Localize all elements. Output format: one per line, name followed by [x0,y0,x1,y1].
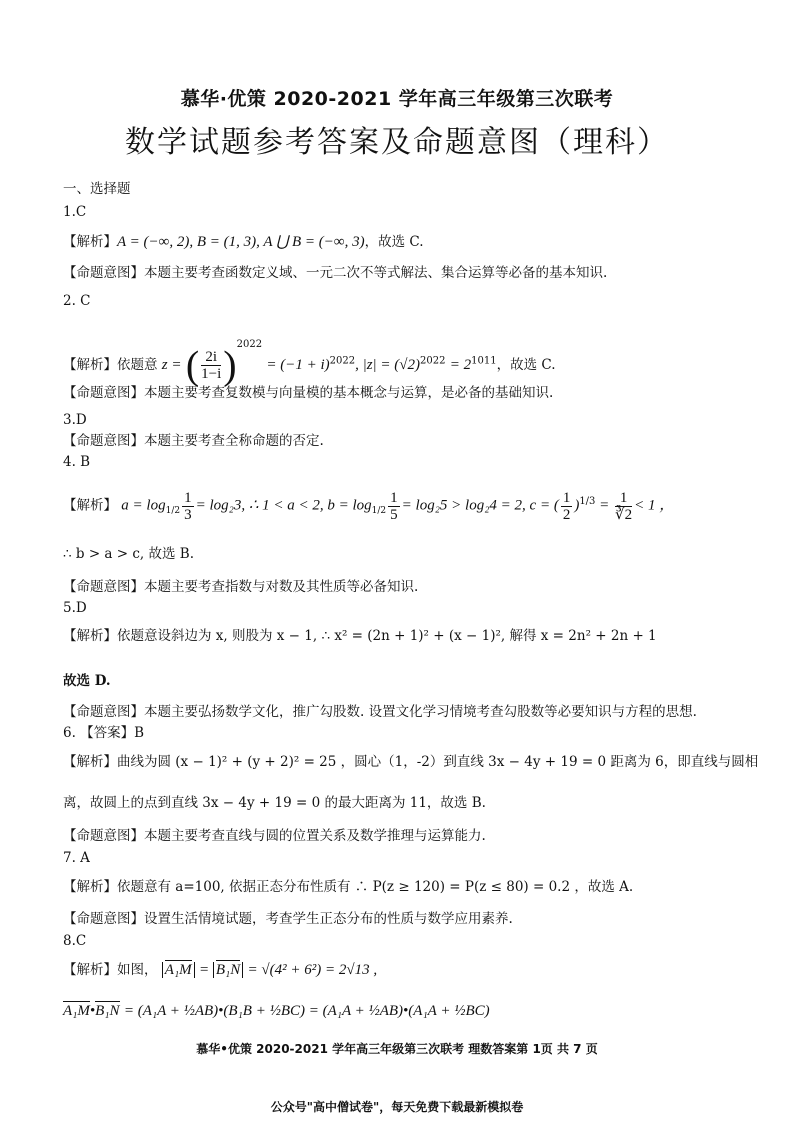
q2-modulus-exponent: 2022 [420,355,446,367]
q5-intent: 【命题意图】本题主要弘扬数学文化，推广勾股数. 设置文化学习情境考查勾股数等必要知识与方程的思想. [63,704,697,720]
q4-frac1-den: 3 [184,506,192,523]
q4-frac3-den: 2 [562,506,571,523]
q1-intent: 【命题意图】本题主要考查函数定义域、一元二次不等式解法、集合运算等必备的基本知识. [63,265,608,281]
q6-number: 6. 【答案】B [63,725,145,741]
q2-exponent: 2022 [236,339,263,350]
q3-intent: 【命题意图】本题主要考查全称命题的否定. [63,433,324,449]
q5-analysis: 【解析】依题意设斜边为 x, 则股为 x − 1, ∴ x² = (2n + 1)² + (x − 1)², 解得 x = 2n² + 2n + 1 [63,628,657,644]
document-title: 数学试题参考答案及命题意图（理科） [125,125,669,160]
q1-analysis-prefix: 【解析】 [63,234,117,250]
q4-mid1: = log₂3, ∴ 1 < a < 2, b = log [195,497,372,514]
q8-analysis-prefix: 【解析】如图， [63,962,158,978]
q6-analysis-line2: 离，故圆上的点到直线 3x − 4y + 19 = 0 的最大距离为 11，故选 B. [63,795,486,811]
q3-number: 3.D [63,412,87,428]
q7-analysis: 【解析】依题意有 a=100, 依据正态分布性质有 ∴ P(z ≥ 120) = P(z ≤ 80) = 0.2 ，故选 A. [63,879,634,895]
q1-analysis-math: A = (−∞, 2), B = (1, 3), A ⋃ B = (−∞, 3) [117,234,365,250]
q8-line2-dot: • [89,1003,96,1019]
q1-analysis [63,233,753,251]
q4-mid2: = log₂5 > log₂4 = 2, c = ( [401,497,559,514]
q7-intent: 【命题意图】设置生活情境试题，考查学生正态分布的性质与数学应用素养. [63,911,513,927]
q2-equals: = 2 [449,357,472,373]
q8-analysis: 【解析】如图， A₁M = B₁N = √(4² + 6²) = 2√13 , [63,962,378,978]
q4-intent: 【命题意图】本题主要考查指数与对数及其性质等必备知识. [63,579,419,595]
q8-dot-product [63,1002,753,1020]
exam-title: 慕华·优策 2020-2021 学年高三年级第三次联考 [180,88,614,110]
section-heading: 一、选择题 [63,181,131,197]
q8-equation1: = √(4² + 6²) = 2√13 , [247,962,378,978]
q8-vector-b1n: B₁N [215,962,241,978]
q4-frac2-num: 1 [390,489,398,506]
q2-analysis: 【解析】依题意 z = ( $\frac{2i}{1-i}$ )$^{2022} = (-1 + i)^{2022}$, $|z| = (√2)^{2022} = 2^{1011}$，故选 C. [63,339,556,388]
q4-frac3-num: 1 [562,489,571,506]
q4-frac1-num: 1 [184,489,192,506]
q4-analysis: 【解析】 $a = \log_{1/2}$ $\frac{1}{3}$ = log₂3, ∴ 1 < a < 2, $b = \log_{1/2}$ $\frac{1}{5}$ = log₂5 > log₂4 = 2, c = ( $\frac{1}{2}$ )$^{1/3}$ = $\frac{1}{∛2}$ < 1 ， [63,489,675,523]
q4-analysis-prefix: 【解析】 [63,497,117,514]
page-footer: 慕华•优策 2020-2021 学年高三年级第三次联考 理数答案第 1页 共 7 页 [196,1042,598,1056]
q2-modulus: , |z| = (√2) [355,357,421,373]
q8-number: 8.C [63,933,87,949]
q4-a-part: a = log [121,497,166,514]
q2-suffix: ，故选 C. [496,357,556,373]
q2-equals-exponent: 1011 [471,355,497,367]
q2-fraction-denominator: 1−i [201,366,222,382]
q8-line2-a: A₁M [63,1003,90,1019]
q2-rest: = (−1 + i) [266,357,330,373]
q2-intent: 【命题意图】本题主要考查复数模与向量模的基本概念与运算，是必备的基础知识. [63,385,554,401]
q2-analysis-prefix: 【解析】依题意 [63,357,158,373]
q1-analysis-suffix: ，故选 C. [364,234,424,250]
q6-intent: 【命题意图】本题主要考查直线与圆的位置关系及数学推理与运算能力. [63,828,486,844]
q4-c-exponent: 1/3 [579,496,596,507]
q2-rest-exponent: 2022 [329,355,356,367]
q2-number: 2. C [63,293,91,309]
q1-number: 1.C [63,204,87,220]
promo-text: 公众号"高中僧试卷"，每天免费下载最新模拟卷 [270,1100,524,1114]
q5-choice: 故选 D. [63,673,111,689]
q8-vector-a1m: A₁M [164,962,192,978]
q4-frac4-num: 1 [615,490,632,507]
q4-conclusion: ∴ b > a > c, 故选 B. [63,546,195,562]
q7-number: 7. A [63,850,90,866]
q8-line2-b: B₁N [95,1003,120,1019]
q4-frac2-den: 5 [390,506,398,523]
q4-frac4-den: ∛2 [615,506,633,523]
q4-number: 4. B [63,454,91,470]
q2-fraction-numerator: 2i [201,349,221,366]
q8-line2-rest: = (A₁A + ½AB)•(B₁B + ½BC) = (A₁A + ½AB)•(A₁A + ½BC) [123,1003,490,1019]
q6-analysis-line1: 【解析】曲线为圆 (x − 1)² + (y + 2)² = 25 ，圆心（1，-2）到直线 3x − 4y + 19 = 0 距离为 6，即直线与圆相 [63,754,759,770]
q5-number: 5.D [63,600,87,616]
q4-tail: < 1 ， [634,497,675,514]
